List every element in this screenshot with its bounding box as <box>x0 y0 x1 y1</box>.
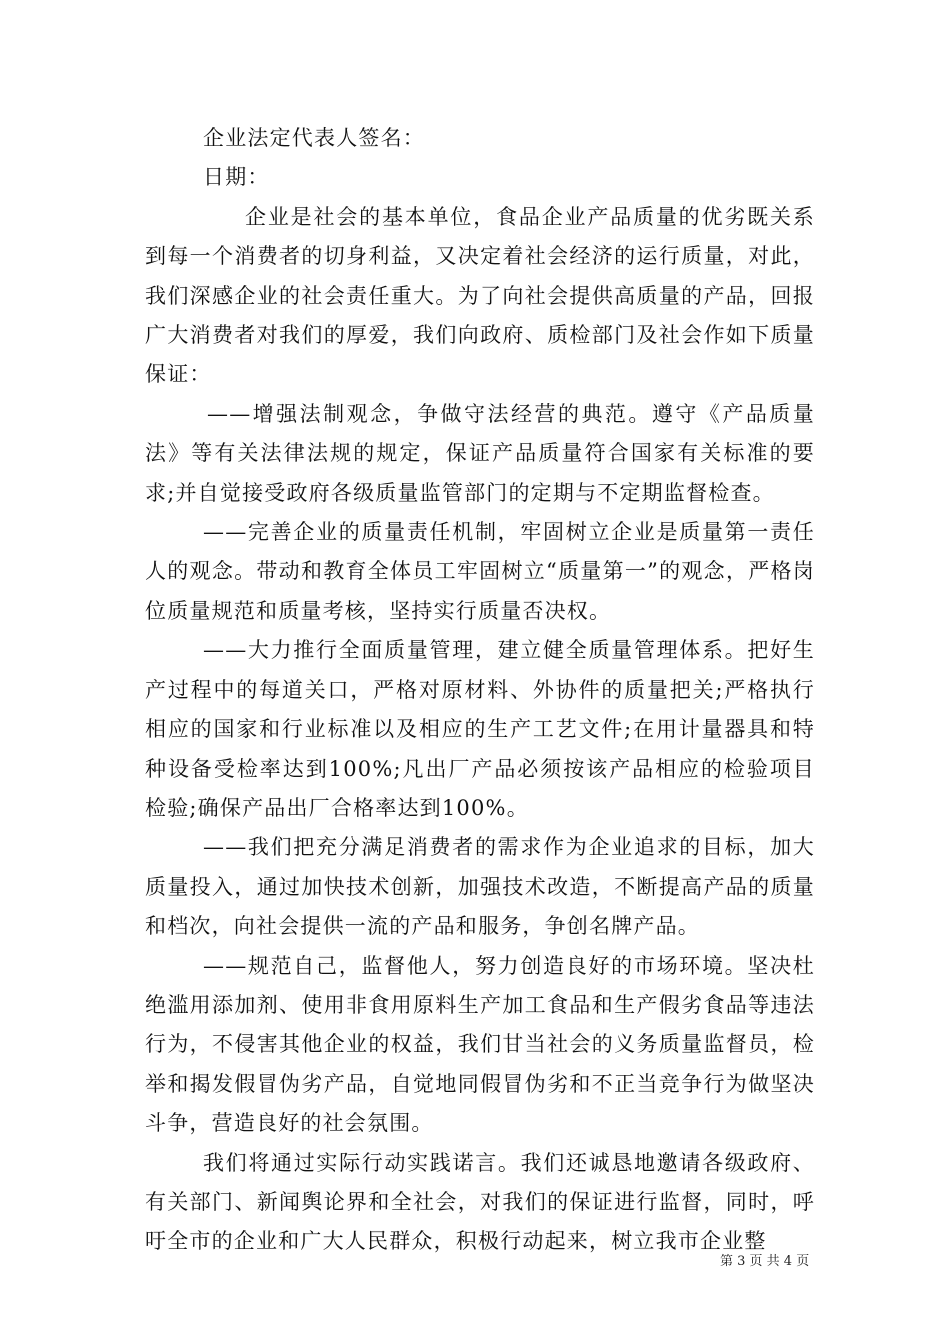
signature-line: 企业法定代表人签名： <box>203 126 425 150</box>
document-body <box>145 119 815 1262</box>
paragraph-responsibility: ——完善企业的质量责任机制，牢固树立企业是质量第一责任人的观念。带动和教育全体员工牢固树立“质量第一”的观念，严格岗位质量规范和质量考核，坚持实行质量否决权。 <box>145 520 815 623</box>
paragraph-consumer-needs: ——我们把充分满足消费者的需求作为企业追求的目标，加大质量投入，通过加快技术创新，加强技术改造，不断提高产品的质量和档次，向社会提供一流的产品和服务，争创名牌产品。 <box>145 835 815 939</box>
paragraph-commitment: 我们将通过实际行动实践诺言。我们还诚恳地邀请各级政府、有关部门、新闻舆论界和全社会，对我们的保证进行监督，同时，呼吁全市的企业和广大人民群众，积极行动起来，树立我市企业整 <box>145 1150 815 1254</box>
paragraph-intro: 企业是社会的基本单位，食品企业产品质量的优劣既关系到每一个消费者的切身利益，又决定着社会经济的运行质量，对此，我们深感企业的社会责任重大。为了向社会提供高质量的产品，回报广大消费者对我们的厚爱，我们向政府、质检部门及社会作如下质量保证： <box>145 204 815 387</box>
date-line: 日期： <box>203 165 270 190</box>
paragraph-law: ——增强法制观念，争做守法经营的典范。遵守《产品质量法》等有关法律法规的规定，保证产品质量符合国家有关标准的要求;并自觉接受政府各级质量监管部门的定期与不定期监督检查。 <box>145 401 815 505</box>
page-footer: 第 3 页 共 4 页 <box>720 1254 810 1269</box>
paragraph-market-environment: ——规范自己，监督他人，努力创造良好的市场环境。坚决杜绝滥用添加剂、使用非食用原料生产加工食品和生产假劣食品等违法行为，不侵害其他企业的权益，我们甘当社会的义务质量监督员，检举和揭发假冒伪劣产品，自觉地同假冒伪劣和不正当竞争行为做坚决斗争，营造良好的社会氛围。 <box>145 953 815 1136</box>
paragraph-quality-management: ——大力推行全面质量管理，建立健全质量管理体系。把好生产过程中的每道关口，严格对原材料、外协件的质量把关;严格执行相应的国家和行业标准以及相应的生产工艺文件;在用计量器具和特种设备受检率达到100%;凡出厂产品必须按该产品相应的检验项目检验;确保产品出厂合格率达到100%。 <box>145 638 815 820</box>
